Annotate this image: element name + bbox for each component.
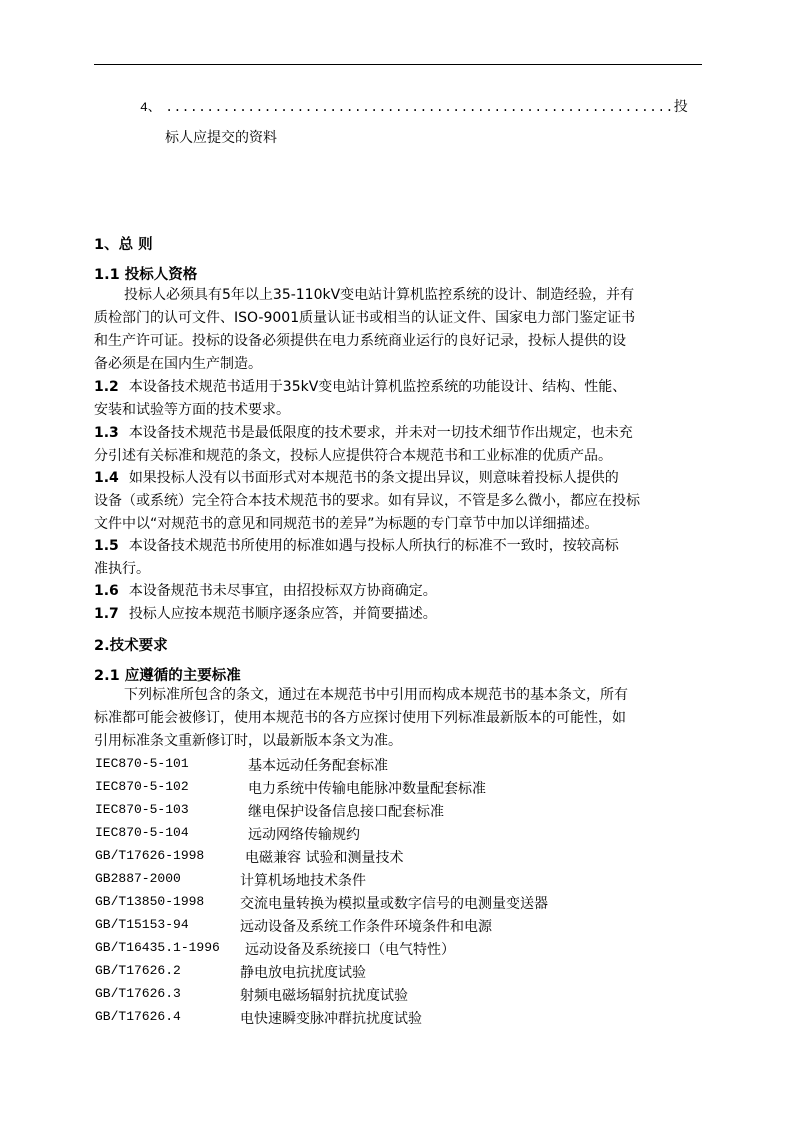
toc-title-continued: 标人应提交的资料 <box>165 130 277 146</box>
standard-code: IEC870-5-101 <box>95 756 189 771</box>
standard-code: IEC870-5-103 <box>95 802 189 817</box>
standard-item <box>95 801 444 823</box>
standard-name: 静电放电抗扰度试验 <box>240 965 366 981</box>
standard-item <box>95 870 366 892</box>
paragraph-line: 备必须是在国内生产制造。 <box>94 356 262 372</box>
paragraph-line: 安装和试验等方面的技术要求。 <box>94 402 290 418</box>
paragraph-line: 分引述有关标准和规范的条文，投标人应提供符合本规范书和工业标准的优质产品。 <box>94 448 612 464</box>
paragraph-line: 下列标准所包含的条文，通过在本规范书中引用而构成本规范书的基本条文，所有 <box>124 687 628 703</box>
standard-item <box>95 893 548 915</box>
standard-name: 射频电磁场辐射抗扰度试验 <box>240 988 408 1004</box>
paragraph-line: 本设备技术规范书是最低限度的技术要求，并未对一切技术细节作出规定，也未充 <box>128 425 633 441</box>
section-1-heading: 1、总 则 <box>94 237 153 253</box>
clause-number: 1.2 <box>94 379 119 395</box>
standard-code: GB/T17626.4 <box>95 1009 181 1024</box>
clause-number: 1.7 <box>94 606 119 622</box>
section-2-1-intro <box>94 684 706 753</box>
standard-item <box>95 824 360 846</box>
paragraph-line: 质检部门的认可文件、ISO-9001质量认证书或相当的认证文件、国家电力部门鉴定证书 <box>94 310 636 326</box>
standard-item <box>95 939 455 961</box>
standard-item <box>95 755 388 777</box>
standard-name: 远动设备及系统接口（电气特性） <box>245 942 455 958</box>
section-2-heading: 2.技术要求 <box>94 638 168 654</box>
standard-item <box>95 847 404 869</box>
paragraph-line: 本设备规范书未尽事宜，由招投标双方协商确定。 <box>128 583 437 599</box>
paragraph-line: 本设备技术规范书所使用的标准如遇与投标人所执行的标准不一致时，按较高标 <box>128 538 619 554</box>
toc-title-start: 投 <box>673 99 688 115</box>
standard-item <box>95 916 492 938</box>
standard-name: 电快速瞬变脉冲群抗扰度试验 <box>240 1011 422 1027</box>
header-rule <box>94 64 702 65</box>
section-1-4 <box>94 467 706 536</box>
standard-code: GB/T15153-94 <box>95 917 189 932</box>
paragraph-line: 投标人应按本规范书顺序逐条应答，并简要描述。 <box>128 606 437 622</box>
standard-code: GB/T13850-1998 <box>95 894 205 909</box>
standard-item <box>95 1008 422 1030</box>
standard-code: GB/T17626.2 <box>95 963 181 978</box>
standard-code: GB/T16435.1-1996 <box>95 940 220 955</box>
standard-code: GB/T17626-1998 <box>95 848 205 863</box>
section-1-7 <box>94 603 706 626</box>
standard-name: 继电保护设备信息接口配套标准 <box>248 804 444 820</box>
toc-entry-4[interactable] <box>140 96 730 116</box>
standard-code: IEC870-5-102 <box>95 779 189 794</box>
paragraph-line: 投标人必须具有5年以上35-110kV变电站计算机监控系统的设计、制造经验，并有 <box>124 287 635 303</box>
standard-name: 远动网络传输规约 <box>248 827 360 843</box>
section-1-5 <box>94 535 706 581</box>
standard-item <box>95 985 408 1007</box>
standard-name: 基本远动任务配套标准 <box>248 758 388 774</box>
paragraph-line: 和生产许可证。投标的设备必须提供在电力系统商业运行的良好记录，投标人提供的设 <box>94 333 626 349</box>
standard-code: IEC870-5-104 <box>95 825 189 840</box>
clause-number: 1.6 <box>94 583 119 599</box>
paragraph-line: 本设备技术规范书适用于35kV变电站计算机监控系统的功能设计、结构、性能、 <box>128 379 627 395</box>
standard-name: 交流电量转换为模拟量或数字信号的电测量变送器 <box>240 896 548 912</box>
section-1-2 <box>94 376 706 422</box>
paragraph-line: 如果投标人没有以书面形式对本规范书的条文提出异议，则意味着投标人提供的 <box>128 470 619 486</box>
clause-number: 1.5 <box>94 538 119 554</box>
clause-number: 1.4 <box>94 470 119 486</box>
section-1-6 <box>94 580 706 603</box>
standard-name: 电磁兼容 试验和测量技术 <box>245 850 404 866</box>
section-1-3 <box>94 422 706 468</box>
paragraph-line: 设备（或系统）完全符合本技术规范书的要求。如有异议，不管是多么微小，都应在投标 <box>94 493 640 509</box>
paragraph-line: 引用标准条文重新修订时，以最新版本条文为准。 <box>94 733 402 749</box>
standard-code: GB2887-2000 <box>95 871 181 886</box>
standard-item <box>95 778 486 800</box>
paragraph-line: 标准都可能会被修订，使用本规范书的各方应探讨使用下列标准最新版本的可能性，如 <box>94 710 626 726</box>
clause-number: 1.3 <box>94 425 119 441</box>
paragraph-line: 准执行。 <box>94 561 150 577</box>
toc-leader-dots: .............................................................. <box>165 100 674 115</box>
section-1-1-heading: 1.1 投标人资格 <box>94 267 198 283</box>
standard-name: 电力系统中传输电能脉冲数量配套标准 <box>248 781 486 797</box>
standard-item <box>95 962 366 984</box>
section-1-1-body <box>94 284 706 376</box>
section-2-1-heading: 2.1 应遵循的主要标准 <box>94 668 241 684</box>
toc-number: 4、 <box>140 100 161 115</box>
standard-name: 计算机场地技术条件 <box>240 873 366 889</box>
standard-name: 远动设备及系统工作条件环境条件和电源 <box>240 919 492 935</box>
standard-code: GB/T17626.3 <box>95 986 181 1001</box>
paragraph-line: 文件中以“对规范书的意见和同规范书的差异”为标题的专门章节中加以详细描述。 <box>94 516 599 532</box>
